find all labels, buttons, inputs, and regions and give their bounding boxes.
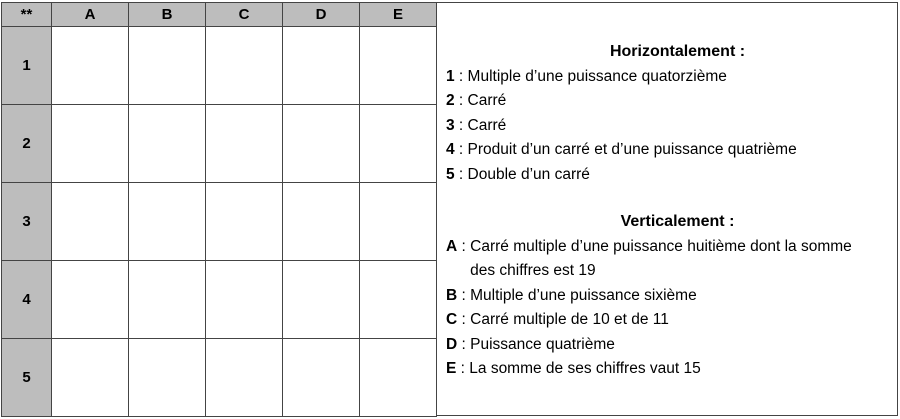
grid-cell[interactable]	[129, 105, 206, 183]
grid-cell[interactable]	[360, 261, 437, 339]
column-header-c: C	[206, 3, 283, 27]
grid-cell[interactable]	[283, 27, 360, 105]
clue-item: 2 : Carré	[446, 89, 891, 114]
clue-key: A	[446, 237, 458, 255]
clue-text: Carré	[467, 92, 507, 109]
clue-item: A : Carré multiple d’une puissance huitième dont la somme des chiffres est 19	[446, 235, 891, 284]
clue-item: 4 : Produit d’un carré et d’une puissance quatrième	[446, 138, 891, 163]
column-header-b: B	[129, 3, 206, 27]
horizontal-heading: Horizontalement :	[609, 43, 746, 60]
grid-cell[interactable]	[129, 27, 206, 105]
clue-item: D : Puissance quatrième	[446, 333, 891, 358]
grid-row-1	[2, 27, 437, 105]
clue-item: C : Carré multiple de 10 et de 11	[446, 308, 891, 333]
grid-cell[interactable]	[206, 27, 283, 105]
clue-key: 1	[446, 67, 455, 85]
grid-cell[interactable]	[283, 105, 360, 183]
clue-item: E : La somme de ses chiffres vaut 15	[446, 357, 891, 382]
clue-text: Produit d’un carré et d’une puissance quatrième	[467, 141, 797, 158]
clue-key: D	[446, 335, 458, 353]
grid-cell[interactable]	[283, 183, 360, 261]
clue-key: E	[446, 360, 457, 377]
row-header-3: 3	[2, 183, 52, 261]
grid-row-4	[2, 261, 437, 339]
clue-text: La somme de ses chiffres vaut 15	[469, 360, 701, 377]
grid-cell[interactable]	[52, 261, 129, 339]
corner-cell: **	[2, 3, 52, 27]
grid-cell[interactable]	[360, 105, 437, 183]
vertical-clues	[446, 210, 891, 382]
grid-cell[interactable]	[360, 183, 437, 261]
grid-cell[interactable]	[360, 339, 437, 417]
grid-row-5	[2, 339, 437, 417]
clue-item: 1 : Multiple d’une puissance quatorzième	[446, 65, 891, 90]
row-header-4: 4	[2, 261, 52, 339]
clue-text: Puissance quatrième	[470, 335, 615, 353]
vertical-heading: Verticalement :	[620, 213, 735, 230]
grid-cell[interactable]	[206, 261, 283, 339]
grid-row-2	[2, 105, 437, 183]
clue-key: 3	[446, 116, 455, 134]
puzzle-grid	[1, 2, 437, 417]
clue-item: 3 : Carré	[446, 114, 891, 139]
header-row	[2, 3, 437, 27]
grid-cell[interactable]	[52, 339, 129, 417]
clue-text: Double d’un carré	[467, 165, 590, 183]
clue-text: Carré	[467, 116, 507, 134]
clue-key: 5	[446, 165, 455, 183]
grid-cell[interactable]	[129, 261, 206, 339]
clues-panel	[436, 2, 898, 416]
row-header-2: 2	[2, 105, 52, 183]
grid-cell[interactable]	[52, 183, 129, 261]
grid-cell[interactable]	[129, 339, 206, 417]
grid-row-3	[2, 183, 437, 261]
grid-cell[interactable]	[206, 339, 283, 417]
column-header-a: A	[52, 3, 129, 27]
clue-item: 5 : Double d’un carré	[446, 163, 891, 188]
clue-key: C	[446, 311, 458, 328]
grid-cell[interactable]	[283, 261, 360, 339]
grid-cell[interactable]	[52, 27, 129, 105]
grid-cell[interactable]	[52, 105, 129, 183]
grid-cell[interactable]	[129, 183, 206, 261]
clue-key: B	[446, 286, 458, 304]
clue-text: Multiple d’une puissance quatorzième	[467, 67, 727, 85]
column-header-e: E	[360, 3, 437, 27]
row-header-5: 5	[2, 339, 52, 417]
clue-key: 2	[446, 92, 455, 109]
grid-cell[interactable]	[360, 27, 437, 105]
grid-cell[interactable]	[206, 183, 283, 261]
clue-text: Carré multiple de 10 et de 11	[470, 311, 669, 328]
grid-cell[interactable]	[283, 339, 360, 417]
clue-text: Multiple d’une puissance sixième	[470, 286, 697, 304]
clue-item: B : Multiple d’une puissance sixième	[446, 284, 891, 309]
clue-key: 4	[446, 141, 455, 158]
column-header-d: D	[283, 3, 360, 27]
grid-cell[interactable]	[206, 105, 283, 183]
row-header-1: 1	[2, 27, 52, 105]
clue-text: Carré multiple d’une puissance huitième dont la somme des chiffres est 19	[470, 237, 852, 279]
horizontal-clues	[446, 40, 891, 187]
